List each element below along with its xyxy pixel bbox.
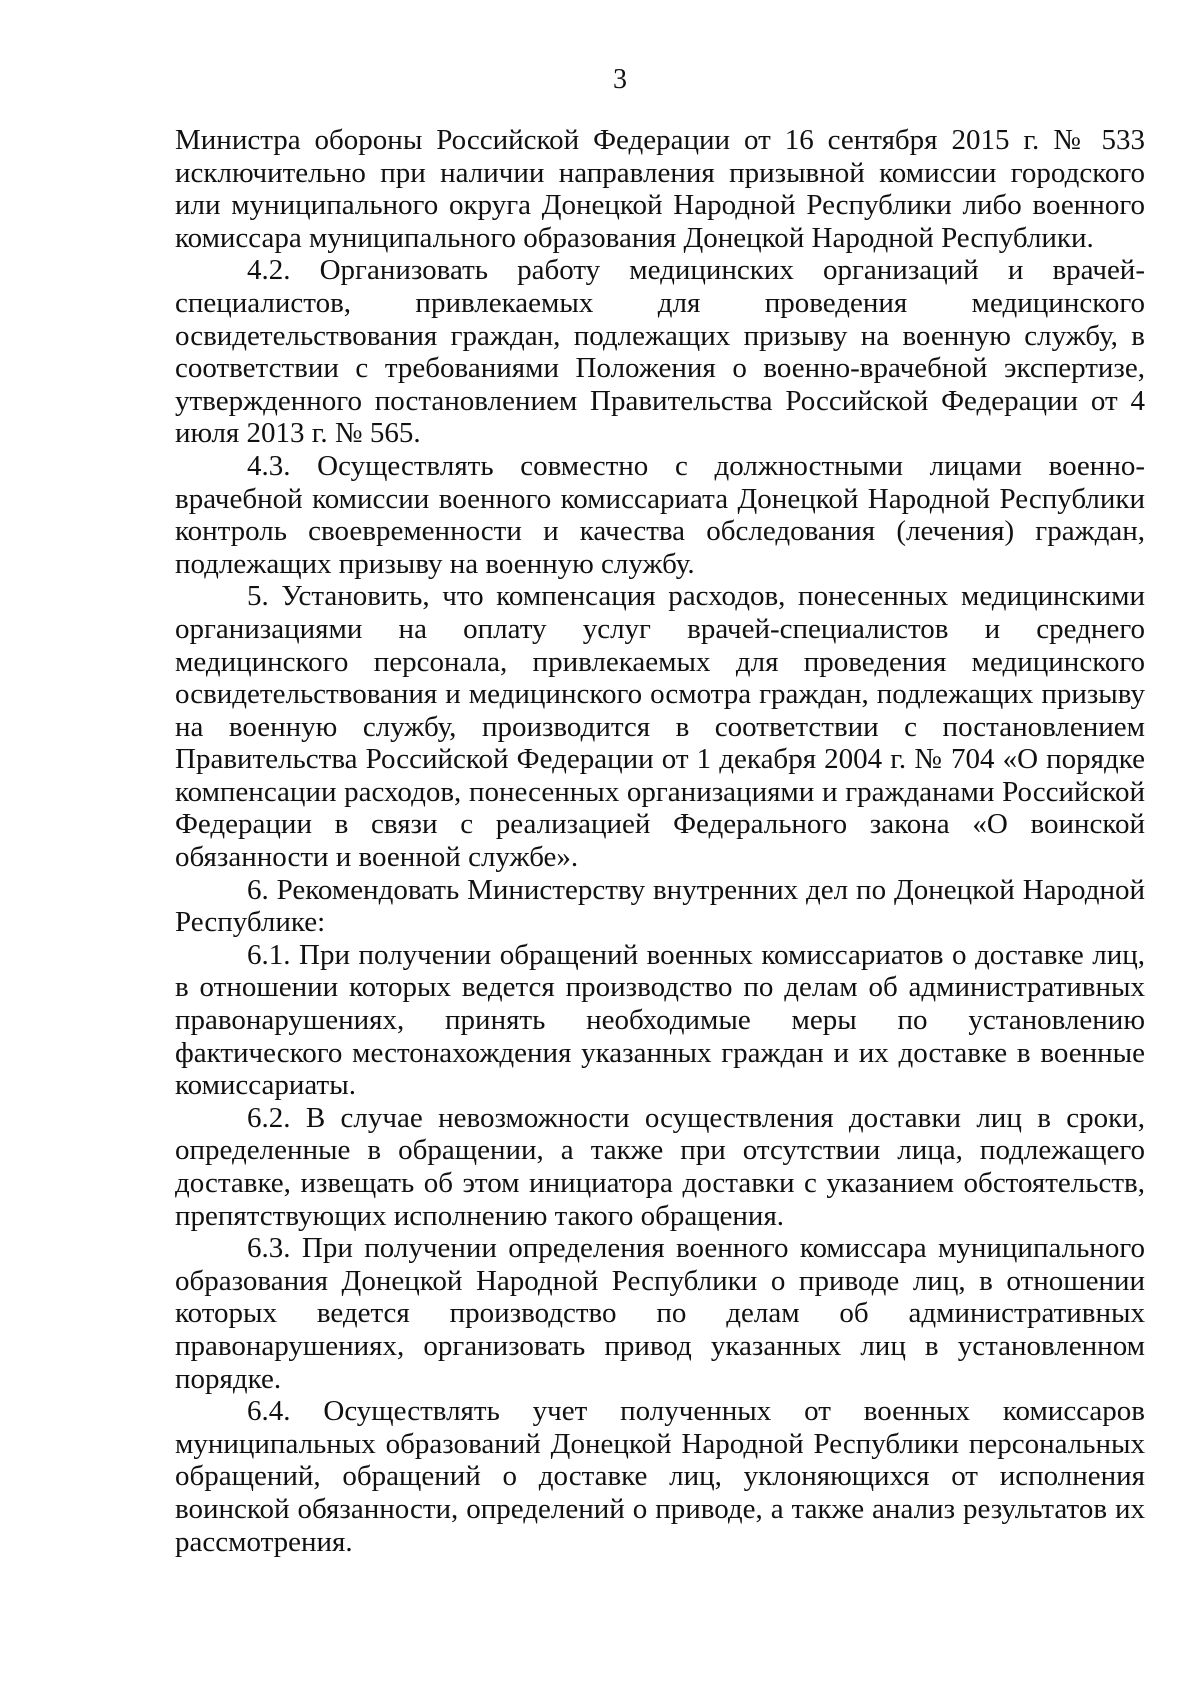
- paragraph-6-4: 6.4. Осуществлять учет полученных от военных комиссаров муниципальных образований Донецкой Народной Республики персональных обращений, обращений о доставке лиц, уклоняющихся от исполнения воинской обязанности, определений о приводе, а также анализ результатов их рассмотрения.: [175, 1395, 1145, 1558]
- paragraph-4-3: 4.3. Осуществлять совместно с должностными лицами военно-врачебной комиссии военного комиссариата Донецкой Народной Республики контроль своевременности и качества обследования (лечения) граждан, подлежащих призыву на военную службу.: [175, 449, 1145, 580]
- paragraph-6-2: 6.2. В случае невозможности осуществления доставки лиц в сроки, определенные в обращении, а также при отсутствии лица, подлежащего доставке, извещать об этом инициатора доставки с указанием обстоятельств, препятствующих исполнению такого обращения.: [175, 1101, 1145, 1232]
- paragraph-6-3: 6.3. При получении определения военного комиссара муниципального образования Донецкой Народной Республики о приводе лиц, в отношении которых ведется производство по делам об административных правонарушениях, организовать привод указанных лиц в установленном порядке.: [175, 1232, 1145, 1395]
- paragraph-continuation: Министра обороны Российской Федерации от 16 сентября 2015 г. № 533 исключительно при наличии направления призывной комиссии городского или муниципального округа Донецкой Народной Республики либо военного комиссара муниципального образования Донецкой Народной Республики.: [175, 124, 1145, 254]
- paragraph-6-1: 6.1. При получении обращений военных комиссариатов о доставке лиц, в отношении которых ведется производство по делам об административных правонарушениях, принять необходимые меры по установлению фактического местонахождения указанных граждан и их доставке в военные комиссариаты.: [175, 938, 1145, 1102]
- document-body: [175, 124, 1145, 1558]
- paragraph-6: 6. Рекомендовать Министерству внутренних дел по Донецкой Народной Республике:: [175, 873, 1145, 939]
- paragraph-5: 5. Установить, что компенсация расходов, понесенных медицинскими организациями на оплату услуг врачей-специалистов и среднего медицинского персонала, привлекаемых для проведения медицинского освидетельствования и медицинского осмотра граждан, подлежащих призыву на военную службу, производится в соответствии с постановлением Правительства Российской Федерации от 1 декабря 2004 г. № 704 «О порядке компенсации расходов, понесенных организациями и гражданами Российской Федерации в связи с реализацией Федерального закона «О воинской обязанности и военной службе».: [175, 580, 1145, 874]
- paragraph-4-2: 4.2. Организовать работу медицинских организаций и врачей-специалистов, привлекаемых для проведения медицинского освидетельствования граждан, подлежащих призыву на военную службу, в соответствии с требованиями Положения о военно-врачебной экспертизе, утвержденного постановлением Правительства Российской Федерации от 4 июля 2013 г. № 565.: [175, 254, 1145, 450]
- page-number: 3: [613, 64, 627, 95]
